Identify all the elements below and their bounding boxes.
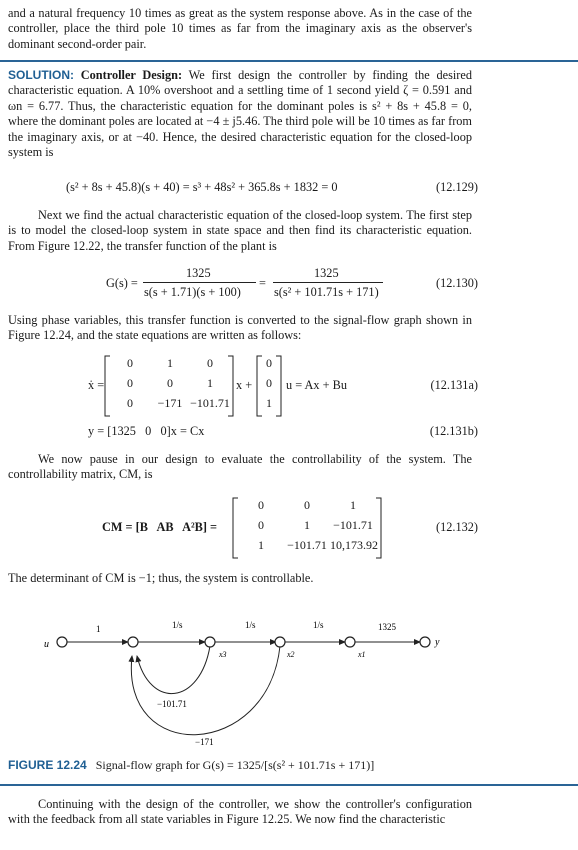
label-gain-out: 1325 bbox=[378, 622, 396, 632]
node-x3 bbox=[205, 637, 215, 647]
node-u bbox=[57, 637, 67, 647]
section-divider-bottom bbox=[0, 784, 578, 786]
equation-12-130 bbox=[0, 266, 578, 302]
g-of-s-label: G(s) = bbox=[106, 276, 138, 290]
matrix-a-cell-r1c3: 0 bbox=[207, 356, 213, 370]
label-integrator-3: 1/s bbox=[313, 620, 324, 630]
paragraph-continuing: Continuing with the design of the controller, we show the controller's configuration with the feedback from all state variables in Figure 12.25. We now find the characteristic bbox=[8, 797, 472, 827]
equation-12-129-expression: (s² + 8s + 45.8)(s + 40) = s³ + 48s² + 365.8s + 1832 = 0 bbox=[66, 180, 338, 194]
feedback-branch-171 bbox=[131, 646, 280, 735]
numerator-1: 1325 bbox=[186, 266, 211, 280]
x-dot-lhs: ẋ = bbox=[88, 378, 105, 392]
equation-number: (12.132) bbox=[435, 520, 478, 534]
output-equation: y = [1325 0 0]x = Cx bbox=[88, 424, 205, 438]
label-x2: x2 bbox=[287, 650, 295, 659]
equation-12-131b bbox=[0, 424, 578, 442]
state-equation-rhs: u = Ax + Bu bbox=[286, 378, 348, 392]
equation-number: (12.131b) bbox=[429, 424, 478, 438]
matrix-b-cell-r3c1: 1 bbox=[266, 396, 272, 410]
equation-number: (12.130) bbox=[435, 276, 478, 290]
label-feedback-101-71: −101.71 bbox=[157, 699, 187, 709]
equation-12-131a bbox=[0, 352, 578, 418]
section-divider-top bbox=[0, 60, 578, 62]
matrix-cm-cell-r1c2: 0 bbox=[304, 498, 310, 512]
signal-flow-graph bbox=[0, 600, 578, 750]
matrix-cm-cell-r2c1: 0 bbox=[258, 518, 264, 532]
equation-12-129 bbox=[0, 180, 578, 198]
numerator-2: 1325 bbox=[314, 266, 339, 280]
matrix-b-cell-r1c1: 0 bbox=[266, 356, 272, 370]
fraction-bar-1 bbox=[143, 282, 256, 283]
denominator-1: s(s + 1.71)(s + 100) bbox=[144, 285, 241, 299]
controllability-matrix-lhs: CM = [B AB A²B] = bbox=[102, 520, 218, 534]
matrix-a-cell-r2c3: 1 bbox=[207, 376, 213, 390]
matrix-a-cell-r3c2: −171 bbox=[157, 396, 183, 410]
solution-heading: SOLUTION: bbox=[8, 68, 74, 82]
node-x1 bbox=[345, 637, 355, 647]
matrix-cm-cell-r1c3: 1 bbox=[350, 498, 356, 512]
paragraph-closed-loop: Next we find the actual characteristic equation of the closed-loop system. The first step is to model the closed-loop system in state space and then find its characteristic equation. From Figure 12.22, the transfer function of the plant is bbox=[8, 208, 472, 253]
matrix-a-cell-r3c1: 0 bbox=[127, 396, 133, 410]
label-x3: x3 bbox=[219, 650, 227, 659]
matrix-a-cell-r2c1: 0 bbox=[127, 376, 133, 390]
label-feedback-171: −171 bbox=[195, 737, 214, 747]
figure-caption bbox=[8, 758, 508, 773]
intro-paragraph: and a natural frequency 10 times as great as the system response above. As in the case of the controller, place the third pole 10 times as far from the imaginary axis as the observer's dominant second-order pair. bbox=[8, 6, 472, 51]
label-integrator-1: 1/s bbox=[172, 620, 183, 630]
node-x2 bbox=[275, 637, 285, 647]
solution-text: We first design the controller by finding the desired characteristic equation. A 10% overshoot and a settling time of 1 second yield ζ = 0.591 and ωn = 6.77. Thus, the characteristic equation for the dominant poles is s² + 8s + 45.8 = 0, where the dominant poles are located at −4 ± j5.46. The third pole will be 10 times as far from the imaginary axis, or at −40. Hence, the desired characteristic equation for the closed-loop system is bbox=[8, 68, 472, 160]
paragraph-determinant: The determinant of CM is −1; thus, the system is controllable. bbox=[8, 571, 314, 585]
paragraph-phase-variables: Using phase variables, this transfer function is converted to the signal-flow graph shown in Figure 12.24, and the state equations are written as follows: bbox=[8, 313, 472, 343]
label-integrator-2: 1/s bbox=[245, 620, 256, 630]
matrix-a-cell-r1c2: 1 bbox=[167, 356, 173, 370]
label-u: u bbox=[44, 639, 49, 650]
solution-paragraph bbox=[8, 68, 472, 160]
fraction-bar-2 bbox=[273, 282, 383, 283]
node-y bbox=[420, 637, 430, 647]
matrix-b-cell-r2c1: 0 bbox=[266, 376, 272, 390]
equation-number: (12.131a) bbox=[430, 378, 478, 392]
matrix-a-cell-r3c3: −101.71 bbox=[190, 396, 230, 410]
matrix-a-cell-r1c1: 0 bbox=[127, 356, 133, 370]
matrix-a-cell-r2c2: 0 bbox=[167, 376, 173, 390]
figure-caption-label: FIGURE 12.24 bbox=[8, 758, 87, 772]
equation-number: (12.129) bbox=[435, 180, 478, 194]
denominator-2: s(s² + 101.71s + 171) bbox=[274, 285, 379, 299]
matrix-cm-cell-r2c3: −101.71 bbox=[333, 518, 373, 532]
controller-design-subheading: Controller Design: bbox=[80, 68, 183, 82]
matrix-cm-cell-r3c2: −101.71 bbox=[287, 538, 327, 552]
label-x1: x1 bbox=[358, 650, 366, 659]
matrix-cm-cell-r3c1: 1 bbox=[258, 538, 264, 552]
label-gain-in: 1 bbox=[96, 624, 101, 634]
label-y: y bbox=[435, 637, 440, 648]
matrix-cm-cell-r3c3: 10,173.92 bbox=[330, 538, 378, 552]
feedback-branch-101-71 bbox=[137, 646, 210, 694]
node-sum bbox=[128, 637, 138, 647]
matrix-cm-cell-r2c2: 1 bbox=[304, 518, 310, 532]
matrix-cm-cell-r1c1: 0 bbox=[258, 498, 264, 512]
paragraph-controllability: We now pause in our design to evaluate the controllability of the system. The controllability matrix, CM, is bbox=[8, 452, 472, 482]
equation-12-132 bbox=[0, 494, 578, 560]
equals-sign: = bbox=[259, 276, 266, 290]
figure-caption-text: Signal-flow graph for G(s) = 1325/[s(s² + 101.71s + 171)] bbox=[95, 758, 375, 772]
x-plus: x + bbox=[236, 378, 253, 392]
